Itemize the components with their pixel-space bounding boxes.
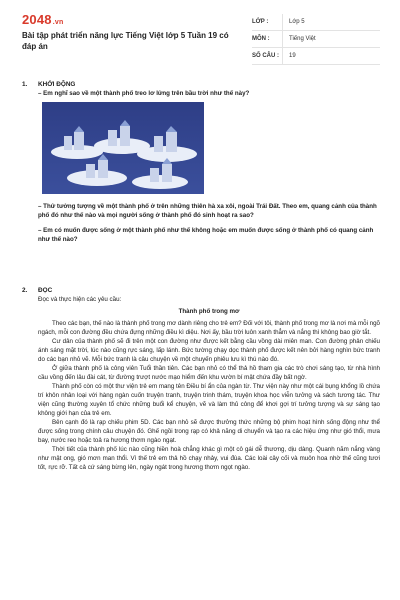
- meta-key: SỐ CÂU :: [252, 53, 279, 59]
- meta-key: LỚP :: [252, 19, 269, 25]
- meta-row-subject: [252, 31, 380, 48]
- section-number: 2.: [22, 287, 28, 294]
- question-3: – Em có muốn được sống ở một thành phố như thế không hoặc em muốn được sống ở thành phố có quang cảnh như thế nào?: [38, 227, 374, 243]
- meta-table: [252, 14, 380, 65]
- floating-city-image: [42, 102, 204, 194]
- meta-value: Lớp 5: [282, 14, 380, 30]
- section-reading: [22, 286, 382, 600]
- section-title: KHỞI ĐỘNG: [38, 81, 76, 88]
- meta-value: 19: [282, 48, 380, 64]
- story-paragraph: Thành phố còn có một thư viện trẻ em mang tên Điều bí ẩn của ngàn từ. Thư viện này như một cái bụng khổng lồ chứa trí khôn nhân loại với hàng ngàn cuốn truyện tranh, truyện trinh thám, truyện khoa học viễn tưởng và sách tương tác. Thư viện cũng thường xuyên tổ chức những buổi kể chuyện, vẽ và làm thủ công để khơi gợi trí tưởng tượng và sự sáng tạo không giới hạn của trẻ em.: [38, 383, 380, 417]
- story-paragraph: Bên cạnh đó là rạp chiếu phim 5D. Các bạn nhỏ sẽ được thưởng thức những bộ phim hoạt hình sống động như thể được sống trong chính câu chuyện đó. Ghế ngồi trong rạp có khả năng di chuyển và tạo ra các hiệu ứng như gió thổi, mưa bay, nước reo hoặc toả ra hương thơm ngào ngạt.: [38, 419, 380, 444]
- meta-key: MÔN :: [252, 36, 270, 42]
- page-header: [0, 0, 400, 62]
- site-logo[interactable]: [22, 12, 63, 27]
- logo-suffix: .vn: [52, 19, 64, 26]
- section-title: ĐỌC: [38, 287, 53, 294]
- meta-row-class: [252, 14, 380, 31]
- section-body: [38, 80, 380, 244]
- question-1: – Em nghĩ sao về một thành phố treo lơ lửng trên bầu trời như thế này?: [38, 90, 250, 97]
- story-paragraph: Theo các bạn, thế nào là thành phố trong mơ dành riêng cho trẻ em? Đối với tôi, thành phố trong mơ là nơi mà mỗi ngõ ngách, mỗi con đường đều chứa đựng những điều kì diệu. Nơi ấy, bầu trời luôn xanh thẳm và nắng thì không bao giờ tắt.: [38, 320, 380, 336]
- section-number: 1.: [22, 81, 28, 88]
- meta-value: Tiếng Việt: [282, 31, 380, 47]
- story-paragraph: Ở giữa thành phố là công viên Tuổi thần tiên. Các bạn nhỏ có thể thả hồ tham gia các trò chơi sáng tạo, từ nhà hình cầu vồng đến lâu đài cát, từ đường trượt nước mạo hiểm đến khu vườn bí mật chứa đầy bất ngờ.: [38, 365, 380, 381]
- meta-row-count: [252, 48, 380, 65]
- logo-main: 2048: [22, 12, 52, 27]
- reading-instruction: Đọc và thực hiện các yêu cầu:: [38, 296, 122, 303]
- story-paragraph: Thời tiết của thành phố lúc nào cũng hiền hoà chẳng khác gì một cô gái dễ thương, dịu dàng. Quanh năm nắng vàng như mật ong, gió mơn man thổi. Vì thế trẻ em thả hồ chạy nhảy, vui đùa. Các loài cây cối và muôn hoa nhờ thế cũng tươi tốt, rực rỡ. Tất cả cứ sáng bừng lên, ngày ngát trong hương thơm ngọt ngào.: [38, 446, 380, 471]
- story-paragraph: Cư dân của thành phố sẽ đi trên một con đường như được kết bằng cầu vồng dài miên man. Con đường phản chiếu ánh sáng mặt trời, lúc nào cũng rực sáng, lấp lánh. Bức tường chạy dọc thành phố được kết nên bởi hàng nghìn bức tranh do các bạn nhỏ vẽ. Mỗi bức tranh là câu chuyện về một chuyến phiêu lưu kì thú nào đó.: [38, 338, 380, 363]
- section-warmup: [22, 80, 382, 280]
- question-2: – Thử tưởng tượng về một thành phố ở trên những thiên hà xa xôi, ngoài Trái Đất. Theo em, quang cảnh của thành phố đó như thế nào và mọi người sống ở thành phố đó sinh hoạt ra sao?: [38, 203, 377, 219]
- floating-city-illustration: [42, 102, 204, 194]
- page-title: Bài tập phát triển năng lực Tiếng Việt lớp 5 Tuần 19 có đáp án: [22, 31, 229, 51]
- section-body: [38, 286, 380, 472]
- story-title: Thành phố trong mơ: [178, 308, 240, 315]
